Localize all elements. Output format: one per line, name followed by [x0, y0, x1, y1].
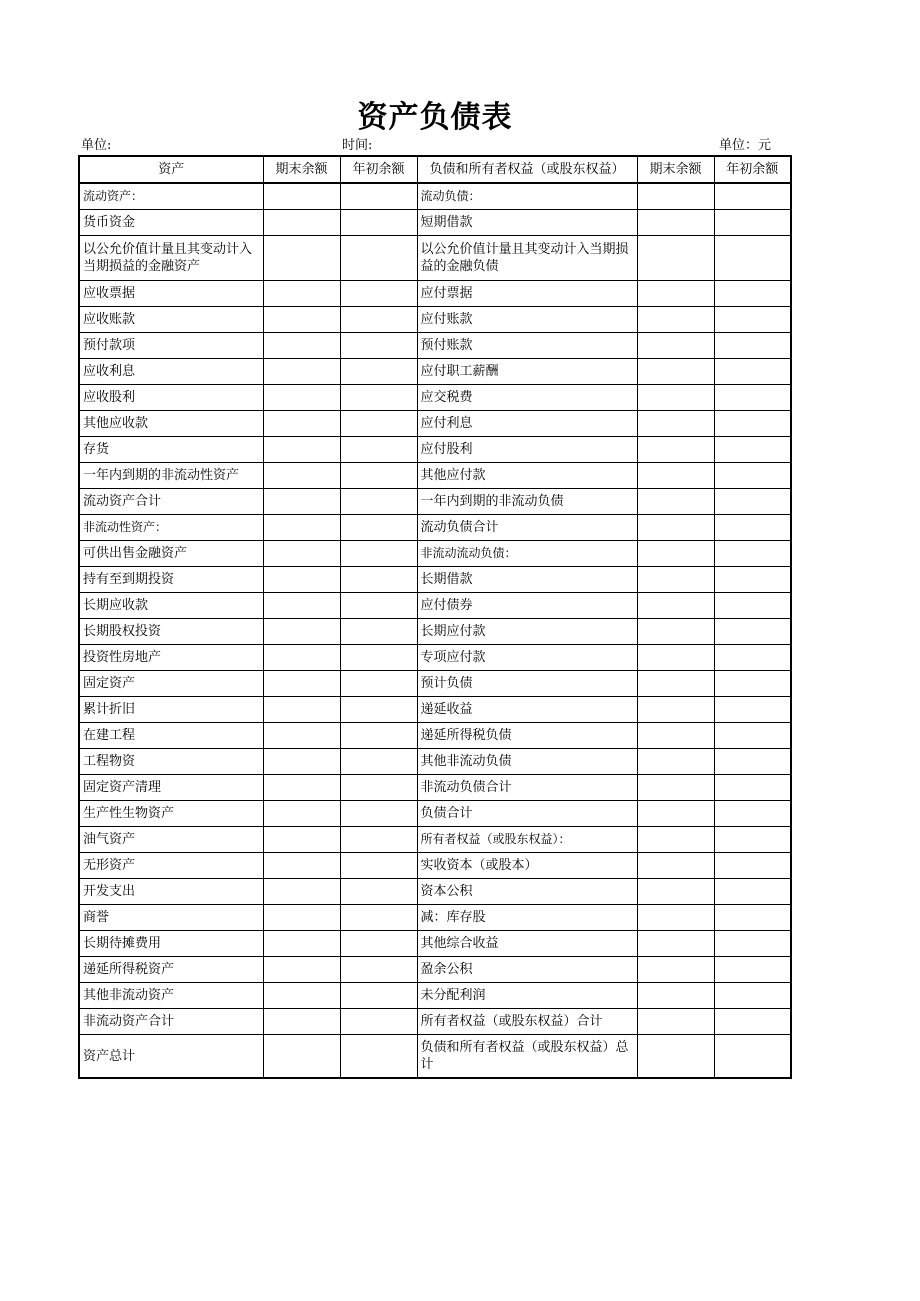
asset-end-balance-cell[interactable]: [263, 333, 340, 359]
asset-end-balance-cell[interactable]: [263, 619, 340, 645]
liability-end-balance-cell[interactable]: [637, 359, 714, 385]
asset-label: 应收票据: [79, 281, 263, 307]
page-title: 资产负债表: [357, 100, 513, 135]
liability-label: 资本公积: [417, 879, 637, 905]
table-row: [79, 983, 791, 1009]
asset-end-balance-cell[interactable]: [263, 567, 340, 593]
liability-label: 应付利息: [417, 411, 637, 437]
liability-end-balance-cell[interactable]: [637, 931, 714, 957]
asset-label: 开发支出: [79, 879, 263, 905]
liability-end-balance-cell[interactable]: [637, 619, 714, 645]
liability-begin-balance-cell[interactable]: [714, 210, 791, 236]
asset-begin-balance-cell[interactable]: [340, 411, 417, 437]
liability-label: 减：库存股: [417, 905, 637, 931]
liability-label: 应付债券: [417, 593, 637, 619]
liability-begin-balance-cell[interactable]: [714, 853, 791, 879]
asset-label: 其他应收款: [79, 411, 263, 437]
liability-begin-balance-cell[interactable]: [714, 619, 791, 645]
liability-label: 递延收益: [417, 697, 637, 723]
liability-begin-balance-cell[interactable]: [714, 333, 791, 359]
asset-end-balance-cell[interactable]: [263, 307, 340, 333]
asset-end-balance-cell[interactable]: [263, 489, 340, 515]
liability-end-balance-cell[interactable]: [637, 983, 714, 1009]
asset-label: 固定资产清理: [79, 775, 263, 801]
asset-begin-balance-cell[interactable]: [340, 463, 417, 489]
liability-label: 短期借款: [417, 210, 637, 236]
asset-end-balance-cell[interactable]: [263, 463, 340, 489]
table-row: [79, 463, 791, 489]
asset-label: 货币资金: [79, 210, 263, 236]
table-row: [79, 359, 791, 385]
liability-label: 应交税费: [417, 385, 637, 411]
liability-label: 负债和所有者权益（或股东权益）总计: [417, 1035, 637, 1079]
asset-begin-balance-cell[interactable]: [340, 775, 417, 801]
liability-end-balance-cell[interactable]: [637, 827, 714, 853]
liability-end-balance-cell[interactable]: [637, 957, 714, 983]
asset-label: 递延所得税资产: [79, 957, 263, 983]
liability-end-balance-cell[interactable]: [637, 593, 714, 619]
liability-label: 流动负债：: [417, 183, 637, 210]
asset-label: 应收账款: [79, 307, 263, 333]
liability-label: 其他综合收益: [417, 931, 637, 957]
liability-begin-balance-cell[interactable]: [714, 905, 791, 931]
liability-begin-balance-cell[interactable]: [714, 983, 791, 1009]
liability-label: 应付账款: [417, 307, 637, 333]
unit-label-left: 单位:: [81, 138, 112, 153]
asset-begin-balance-cell[interactable]: [340, 957, 417, 983]
liability-label: 实收资本（或股本）: [417, 853, 637, 879]
table-row: [79, 281, 791, 307]
liability-end-balance-cell[interactable]: [637, 1035, 714, 1079]
liability-end-balance-cell[interactable]: [637, 723, 714, 749]
table-row: [79, 827, 791, 853]
liability-begin-balance-cell[interactable]: [714, 183, 791, 210]
asset-label: 非流动性资产：: [79, 515, 263, 541]
asset-end-balance-cell[interactable]: [263, 515, 340, 541]
liability-begin-balance-cell[interactable]: [714, 307, 791, 333]
table-row: [79, 775, 791, 801]
table-row: [79, 567, 791, 593]
asset-end-balance-cell[interactable]: [263, 697, 340, 723]
asset-begin-balance-cell[interactable]: [340, 307, 417, 333]
table-row: [79, 437, 791, 463]
liability-begin-balance-cell[interactable]: [714, 697, 791, 723]
asset-begin-balance-cell[interactable]: [340, 671, 417, 697]
liability-begin-balance-cell[interactable]: [714, 236, 791, 281]
asset-end-balance-cell[interactable]: [263, 905, 340, 931]
table-row: [79, 489, 791, 515]
asset-begin-balance-cell[interactable]: [340, 853, 417, 879]
header-assets: 资产: [79, 156, 263, 183]
asset-begin-balance-cell[interactable]: [340, 333, 417, 359]
asset-end-balance-cell[interactable]: [263, 931, 340, 957]
asset-label: 长期股权投资: [79, 619, 263, 645]
liability-begin-balance-cell[interactable]: [714, 957, 791, 983]
table-row: [79, 957, 791, 983]
asset-begin-balance-cell[interactable]: [340, 1009, 417, 1035]
liability-begin-balance-cell[interactable]: [714, 359, 791, 385]
asset-label: 资产总计: [79, 1035, 263, 1079]
liability-end-balance-cell[interactable]: [637, 489, 714, 515]
table-row: [79, 723, 791, 749]
asset-end-balance-cell[interactable]: [263, 1035, 340, 1079]
asset-end-balance-cell[interactable]: [263, 775, 340, 801]
asset-end-balance-cell[interactable]: [263, 541, 340, 567]
liability-end-balance-cell[interactable]: [637, 801, 714, 827]
asset-label: 可供出售金融资产: [79, 541, 263, 567]
liability-end-balance-cell[interactable]: [637, 515, 714, 541]
liability-begin-balance-cell[interactable]: [714, 515, 791, 541]
asset-end-balance-cell[interactable]: [263, 983, 340, 1009]
liability-begin-balance-cell[interactable]: [714, 749, 791, 775]
asset-begin-balance-cell[interactable]: [340, 827, 417, 853]
liability-label: 其他应付款: [417, 463, 637, 489]
asset-begin-balance-cell[interactable]: [340, 437, 417, 463]
liability-label: 非流动负债合计: [417, 775, 637, 801]
asset-begin-balance-cell[interactable]: [340, 489, 417, 515]
liability-end-balance-cell[interactable]: [637, 411, 714, 437]
asset-begin-balance-cell[interactable]: [340, 931, 417, 957]
table-row: [79, 1009, 791, 1035]
asset-end-balance-cell[interactable]: [263, 437, 340, 463]
liability-label: 以公允价值计量且其变动计入当期损益的金融负债: [417, 236, 637, 281]
asset-begin-balance-cell[interactable]: [340, 905, 417, 931]
liability-begin-balance-cell[interactable]: [714, 801, 791, 827]
table-row: [79, 1035, 791, 1079]
asset-begin-balance-cell[interactable]: [340, 515, 417, 541]
liability-begin-balance-cell[interactable]: [714, 775, 791, 801]
asset-end-balance-cell[interactable]: [263, 385, 340, 411]
asset-begin-balance-cell[interactable]: [340, 567, 417, 593]
asset-end-balance-cell[interactable]: [263, 1009, 340, 1035]
liability-begin-balance-cell[interactable]: [714, 281, 791, 307]
liability-label: 未分配利润: [417, 983, 637, 1009]
liability-label: 长期应付款: [417, 619, 637, 645]
liability-begin-balance-cell[interactable]: [714, 1009, 791, 1035]
liability-end-balance-cell[interactable]: [637, 307, 714, 333]
liability-label: 流动负债合计: [417, 515, 637, 541]
liability-label: 应付职工薪酬: [417, 359, 637, 385]
liability-end-balance-cell[interactable]: [637, 749, 714, 775]
asset-begin-balance-cell[interactable]: [340, 749, 417, 775]
liability-begin-balance-cell[interactable]: [714, 437, 791, 463]
header-liabilities: 负债和所有者权益（或股东权益）: [417, 156, 637, 183]
asset-begin-balance-cell[interactable]: [340, 210, 417, 236]
liability-begin-balance-cell[interactable]: [714, 489, 791, 515]
asset-begin-balance-cell[interactable]: [340, 183, 417, 210]
table-row: [79, 210, 791, 236]
liability-end-balance-cell[interactable]: [637, 541, 714, 567]
asset-end-balance-cell[interactable]: [263, 210, 340, 236]
liability-end-balance-cell[interactable]: [637, 1009, 714, 1035]
liability-label: 递延所得税负债: [417, 723, 637, 749]
header-end-balance: 期末余额: [263, 156, 340, 183]
liability-end-balance-cell[interactable]: [637, 385, 714, 411]
header-begin-balance-2: 年初余额: [714, 156, 791, 183]
liability-begin-balance-cell[interactable]: [714, 671, 791, 697]
liability-end-balance-cell[interactable]: [637, 853, 714, 879]
asset-begin-balance-cell[interactable]: [340, 281, 417, 307]
asset-end-balance-cell[interactable]: [263, 801, 340, 827]
asset-label: 其他非流动资产: [79, 983, 263, 1009]
liability-begin-balance-cell[interactable]: [714, 463, 791, 489]
table-row: [79, 541, 791, 567]
liability-label: 专项应付款: [417, 645, 637, 671]
asset-label: 累计折旧: [79, 697, 263, 723]
liability-begin-balance-cell[interactable]: [714, 593, 791, 619]
asset-label: 投资性房地产: [79, 645, 263, 671]
liability-begin-balance-cell[interactable]: [714, 541, 791, 567]
liability-begin-balance-cell[interactable]: [714, 411, 791, 437]
asset-end-balance-cell[interactable]: [263, 593, 340, 619]
liability-end-balance-cell[interactable]: [637, 697, 714, 723]
asset-label: 持有至到期投资: [79, 567, 263, 593]
asset-begin-balance-cell[interactable]: [340, 645, 417, 671]
table-row: [79, 593, 791, 619]
asset-label: 应收股利: [79, 385, 263, 411]
table-row: [79, 411, 791, 437]
asset-label: 流动资产：: [79, 183, 263, 210]
asset-label: 在建工程: [79, 723, 263, 749]
liability-end-balance-cell[interactable]: [637, 645, 714, 671]
liability-end-balance-cell[interactable]: [637, 463, 714, 489]
asset-label: 一年内到期的非流动性资产: [79, 463, 263, 489]
liability-begin-balance-cell[interactable]: [714, 567, 791, 593]
asset-begin-balance-cell[interactable]: [340, 1035, 417, 1079]
liability-begin-balance-cell[interactable]: [714, 645, 791, 671]
liability-label: 一年内到期的非流动负债: [417, 489, 637, 515]
liability-label: 应付票据: [417, 281, 637, 307]
table-row: [79, 853, 791, 879]
asset-label: 流动资产合计: [79, 489, 263, 515]
liability-label: 其他非流动负债: [417, 749, 637, 775]
asset-begin-balance-cell[interactable]: [340, 236, 417, 281]
liability-label: 非流动流动负债：: [417, 541, 637, 567]
table-row: [79, 749, 791, 775]
asset-begin-balance-cell[interactable]: [340, 879, 417, 905]
asset-label: 应收利息: [79, 359, 263, 385]
asset-begin-balance-cell[interactable]: [340, 697, 417, 723]
asset-label: 工程物资: [79, 749, 263, 775]
liability-end-balance-cell[interactable]: [637, 210, 714, 236]
table-row: [79, 333, 791, 359]
table-row: [79, 671, 791, 697]
balance-sheet-table: [78, 155, 792, 1079]
table-row: [79, 307, 791, 333]
asset-end-balance-cell[interactable]: [263, 645, 340, 671]
asset-label: 固定资产: [79, 671, 263, 697]
table-row: [79, 931, 791, 957]
liability-end-balance-cell[interactable]: [637, 905, 714, 931]
asset-label: 生产性生物资产: [79, 801, 263, 827]
header-row: [79, 156, 791, 183]
table-row: [79, 905, 791, 931]
liability-begin-balance-cell[interactable]: [714, 385, 791, 411]
asset-end-balance-cell[interactable]: [263, 671, 340, 697]
liability-end-balance-cell[interactable]: [637, 775, 714, 801]
asset-end-balance-cell[interactable]: [263, 723, 340, 749]
table-row: [79, 879, 791, 905]
asset-label: 长期应收款: [79, 593, 263, 619]
liability-label: 所有者权益（或股东权益）合计: [417, 1009, 637, 1035]
table-row: [79, 183, 791, 210]
asset-begin-balance-cell[interactable]: [340, 541, 417, 567]
asset-label: 非流动资产合计: [79, 1009, 263, 1035]
liability-label: 长期借款: [417, 567, 637, 593]
liability-begin-balance-cell[interactable]: [714, 1035, 791, 1079]
liability-end-balance-cell[interactable]: [637, 183, 714, 210]
asset-begin-balance-cell[interactable]: [340, 723, 417, 749]
liability-end-balance-cell[interactable]: [637, 879, 714, 905]
liability-label: 所有者权益（或股东权益）：: [417, 827, 637, 853]
unit-label-right: 单位：元: [719, 138, 772, 153]
table-row: [79, 697, 791, 723]
table-row: [79, 236, 791, 281]
liability-begin-balance-cell[interactable]: [714, 931, 791, 957]
asset-end-balance-cell[interactable]: [263, 853, 340, 879]
asset-label: 预付款项: [79, 333, 263, 359]
asset-begin-balance-cell[interactable]: [340, 619, 417, 645]
asset-label: 存货: [79, 437, 263, 463]
asset-end-balance-cell[interactable]: [263, 236, 340, 281]
liability-begin-balance-cell[interactable]: [714, 879, 791, 905]
liability-end-balance-cell[interactable]: [637, 437, 714, 463]
liability-label: 负债合计: [417, 801, 637, 827]
asset-end-balance-cell[interactable]: [263, 359, 340, 385]
liability-end-balance-cell[interactable]: [637, 236, 714, 281]
time-label: 时间:: [342, 138, 373, 153]
asset-begin-balance-cell[interactable]: [340, 359, 417, 385]
table-row: [79, 801, 791, 827]
liability-label: 预付账款: [417, 333, 637, 359]
asset-label: 长期待摊费用: [79, 931, 263, 957]
asset-end-balance-cell[interactable]: [263, 183, 340, 210]
asset-begin-balance-cell[interactable]: [340, 593, 417, 619]
liability-label: 盈余公积: [417, 957, 637, 983]
asset-end-balance-cell[interactable]: [263, 749, 340, 775]
table-row: [79, 645, 791, 671]
liability-end-balance-cell[interactable]: [637, 281, 714, 307]
asset-end-balance-cell[interactable]: [263, 827, 340, 853]
asset-begin-balance-cell[interactable]: [340, 801, 417, 827]
table-row: [79, 515, 791, 541]
asset-end-balance-cell[interactable]: [263, 411, 340, 437]
liability-end-balance-cell[interactable]: [637, 333, 714, 359]
asset-label: 无形资产: [79, 853, 263, 879]
header-begin-balance: 年初余额: [340, 156, 417, 183]
liability-end-balance-cell[interactable]: [637, 671, 714, 697]
asset-end-balance-cell[interactable]: [263, 879, 340, 905]
liability-begin-balance-cell[interactable]: [714, 827, 791, 853]
asset-label: 油气资产: [79, 827, 263, 853]
asset-begin-balance-cell[interactable]: [340, 385, 417, 411]
asset-begin-balance-cell[interactable]: [340, 983, 417, 1009]
table-row: [79, 385, 791, 411]
liability-begin-balance-cell[interactable]: [714, 723, 791, 749]
liability-end-balance-cell[interactable]: [637, 567, 714, 593]
liability-label: 预计负债: [417, 671, 637, 697]
header-end-balance-2: 期末余额: [637, 156, 714, 183]
asset-label: 商誉: [79, 905, 263, 931]
asset-end-balance-cell[interactable]: [263, 957, 340, 983]
asset-label: 以公允价值计量且其变动计入当期损益的金融资产: [79, 236, 263, 281]
table-row: [79, 619, 791, 645]
liability-label: 应付股利: [417, 437, 637, 463]
asset-end-balance-cell[interactable]: [263, 281, 340, 307]
